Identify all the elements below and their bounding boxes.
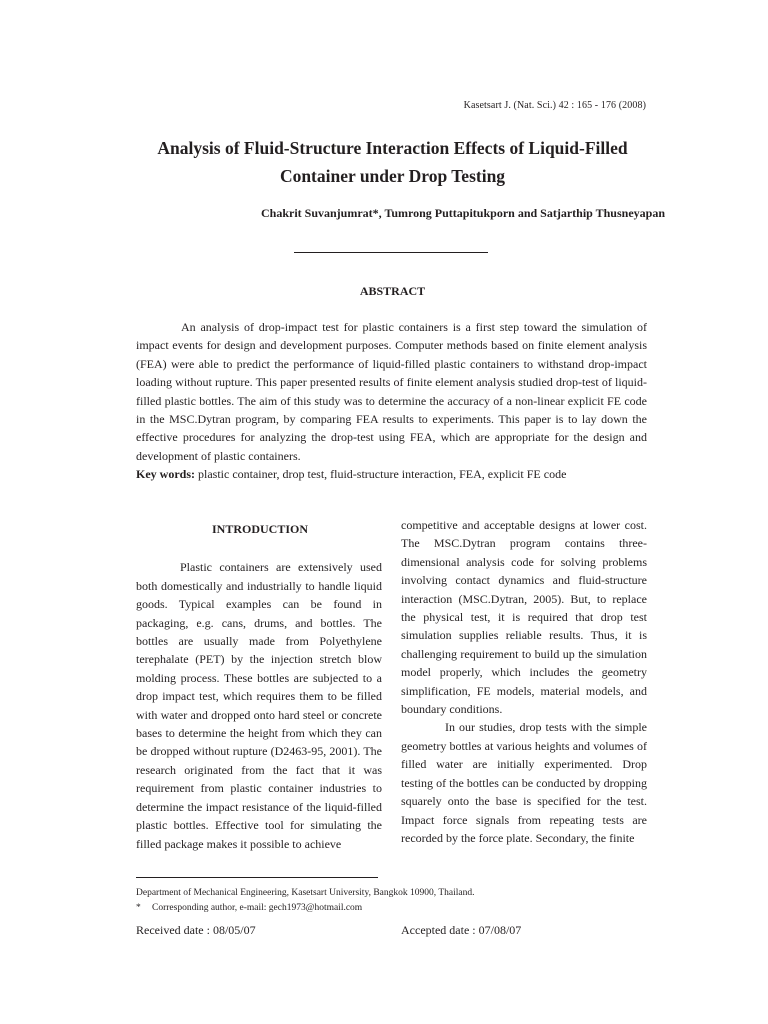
- journal-reference: Kasetsart J. (Nat. Sci.) 42 : 165 - 176 (2008): [463, 100, 646, 111]
- introduction-paragraph-continued: competitive and acceptable designs at lower cost. The MSC.Dytran program contains three-dimensional analysis code for solving problems involving contact dynamics and fluid-structure interaction (MSC.Dytran, 2005). But, to replace the physical test, it is required that drop test simulation supplies reliable results. Thus, it is challenging requirement to build up the simulation model properly, which includes the geometry simplification, FE models, material models, and boundary conditions.: [401, 518, 647, 717]
- introduction-paragraph-2: In our studies, drop tests with the simple geometry bottles at various heights and volumes of filled water are initially experimented. Drop testing of the bottles can be conducted by dropping squarely onto the base is specified for the test. Impact force signals from repeating tests are recorded by the force plate. Secondary, the finite: [401, 720, 647, 845]
- paper-title: Analysis of Fluid-Structure Interaction Effects of Liquid-Filled Container under Drop Testing: [157, 138, 628, 186]
- introduction-heading: INTRODUCTION: [211, 522, 308, 536]
- corresponding-author-text: Corresponding author, e-mail: gech1973@hotmail.com: [152, 903, 363, 913]
- abstract-body: An analysis of drop-impact test for plastic containers is a first step toward the simulation of impact events for design and development purposes. Computer methods based on finite element analysis (FEA) were able to predict the performance of liquid-filled plastic containers to withstand drop-impact loading without rupture. This paper presented results of finite element analysis studied drop-test of liquid-filled plastic bottles. The aim of this study was to determine the accuracy of a non-linear explicit FE code in the MSC.Dytran program, by comparing FEA results to experiments. This paper is to lay down the effective procedures for analyzing the drop-test using FEA, which are appropriate for the design and development of plastic containers.: [136, 320, 647, 463]
- keywords-list: plastic container, drop test, fluid-structure interaction, FEA, explicit FE code: [195, 467, 567, 482]
- affiliation-note: Department of Mechanical Engineering, Kasetsart University, Bangkok 10900, Thailand.: [136, 888, 475, 898]
- column-left: [136, 516, 382, 853]
- keywords: [136, 465, 647, 483]
- keywords-label: Key words:: [136, 467, 195, 482]
- accepted-date: Accepted date : 07/08/07: [401, 923, 522, 937]
- column-right: [401, 516, 647, 847]
- author-list: Chakrit Suvanjumrat*, Tumrong Puttapitukporn and Satjarthip Thusneyapan: [260, 206, 665, 220]
- footnote-rule: [136, 877, 378, 878]
- introduction-paragraph: Plastic containers are extensively used both domestically and industrially to handle liquid goods. Typical examples can be found in packaging, e.g. cans, drums, and bottles. The bottles are usually made from Polyethylene terephalate (PET) by the injection stretch blow molding process. These bottles are subjected to a drop impact test, which requires them to be filled with water and dropped onto hard steel or concrete bases to determine the height from which they can be dropped without rupture (D2463-95, 2001). The research originated from the fact that it was requirement from plastic container industries to determine the impact resistance of the liquid-filled plastic bottles. Effective tool for simulating the filled package makes it possible to achieve: [136, 560, 382, 851]
- abstract-heading: ABSTRACT: [359, 284, 426, 298]
- footnotes: [136, 886, 656, 916]
- received-date: Received date : 08/05/07: [136, 923, 256, 937]
- title-divider: [294, 252, 488, 253]
- corresponding-author-note: [136, 901, 656, 916]
- footnote-star: *: [136, 903, 141, 913]
- abstract-section: [136, 318, 647, 484]
